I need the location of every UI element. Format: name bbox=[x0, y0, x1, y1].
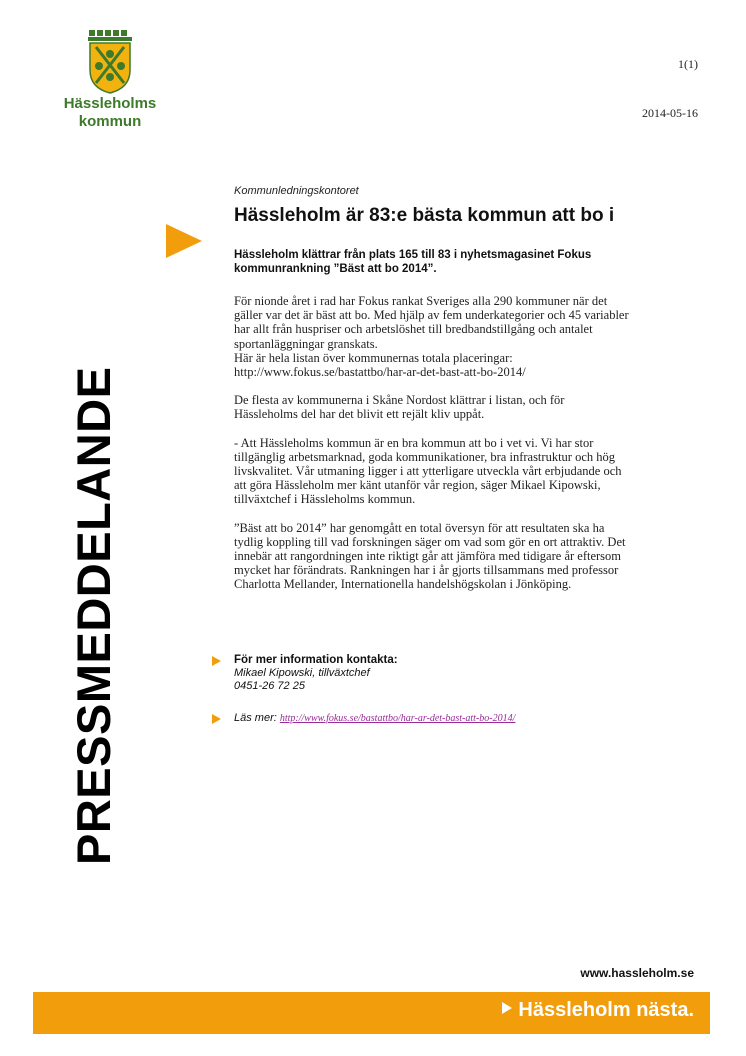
contact-heading: För mer information kontakta: bbox=[234, 654, 398, 666]
text-line: De flesta av kommunerna i Skåne Nordost klättrar i listan, och för bbox=[234, 393, 565, 408]
paragraph bbox=[234, 521, 704, 592]
logo-name-line1: Hässleholms bbox=[63, 95, 157, 112]
text-line: gäller var det är bäst att bo. Med hjälp av fem underkategorier och 45 variabler bbox=[234, 308, 629, 323]
slogan bbox=[502, 999, 694, 1022]
side-title: PRESSMEDDELANDE bbox=[67, 366, 120, 865]
text-line: http://www.fokus.se/bastattbo/har-ar-det-bast-att-bo-2014/ bbox=[234, 365, 526, 380]
bullet-arrow-icon bbox=[212, 714, 221, 724]
footer-bar bbox=[33, 992, 710, 1034]
text-line: sportanläggningar granskats. bbox=[234, 336, 378, 351]
read-more bbox=[234, 712, 714, 724]
page-number: 1(1) bbox=[678, 57, 698, 71]
article-body bbox=[234, 294, 704, 606]
text-line: livskvalitet. Vår utmaning ligger i att ytterligare utveckla vårt erbjudande och bbox=[234, 464, 622, 479]
headline: Hässleholm är 83:e bästa kommun att bo i bbox=[234, 205, 615, 226]
website: www.hassleholm.se bbox=[580, 966, 694, 980]
lead-paragraph bbox=[234, 249, 684, 276]
slogan-text: Hässleholm nästa. bbox=[518, 999, 694, 1021]
text-line: att göra Hässleholm mer känt utanför vår region, säger Mikael Kipowski, bbox=[234, 478, 601, 493]
text-line: tillgänglig arbetsmarknad, goda kommunikationer, bra infrastruktur och hög bbox=[234, 449, 615, 464]
text-line: tillväxtchef i Hässleholms kommun. bbox=[234, 492, 416, 507]
paragraph bbox=[234, 294, 704, 379]
slogan-arrow-icon bbox=[502, 1002, 512, 1014]
side-title-container bbox=[58, 220, 128, 865]
text-line: ”Bäst att bo 2014” har genomgått en total översyn för att resultaten ska ha bbox=[234, 520, 605, 535]
text-line: tydlig koppling till vad forskningen säger om vad som gör en ort attraktiv. Det bbox=[234, 534, 626, 549]
contact-block bbox=[234, 654, 694, 693]
arrow-icon bbox=[166, 224, 202, 258]
text-line: Charlotta Mellander, Internationella handelshögskolan i Jönköping. bbox=[234, 577, 572, 592]
release-date: 2014-05-16 bbox=[642, 106, 698, 120]
contact-phone: 0451-26 72 25 bbox=[234, 680, 305, 692]
contact-name: Mikael Kipowski, tillväxtchef bbox=[234, 667, 370, 679]
lead-line: Hässleholm klättrar från plats 165 till 83 i nyhetsmagasinet Fokus bbox=[234, 249, 592, 261]
text-line: har allt från huspriser och arbetslöshet till bredbandstillgång och antalet bbox=[234, 322, 593, 337]
logo-name-line2: kommun bbox=[78, 113, 142, 130]
lead-line: kommunrankning ”Bäst att bo 2014”. bbox=[234, 262, 437, 275]
read-more-link[interactable]: http://www.fokus.se/bastattbo/har-ar-det-bast-att-bo-2014/ bbox=[279, 713, 516, 724]
paragraph bbox=[234, 436, 704, 507]
municipality-logo bbox=[60, 30, 160, 130]
text-line: För nionde året i rad har Fokus rankat Sveriges alla 290 kommuner när det bbox=[234, 294, 608, 308]
text-line: Hässleholms del har det blivit ett rejält kliv uppåt. bbox=[234, 407, 485, 422]
text-line: innebär att rangordningen inte riktigt går att jämföra med tidigare år eftersom bbox=[234, 549, 622, 564]
coat-of-arms-icon bbox=[87, 30, 133, 94]
text-line: mycket har förändrats. Rankningen har i år gjorts tillsammans med professor bbox=[234, 563, 619, 578]
paragraph bbox=[234, 393, 704, 421]
text-line: Här är hela listan över kommunernas totala placeringar: bbox=[234, 350, 513, 365]
department: Kommunledningskontoret bbox=[234, 185, 359, 197]
text-line: - Att Hässleholms kommun är en bra kommun att bo i vet vi. Vi har stor bbox=[234, 435, 594, 450]
read-more-label: Läs mer: bbox=[234, 712, 277, 724]
